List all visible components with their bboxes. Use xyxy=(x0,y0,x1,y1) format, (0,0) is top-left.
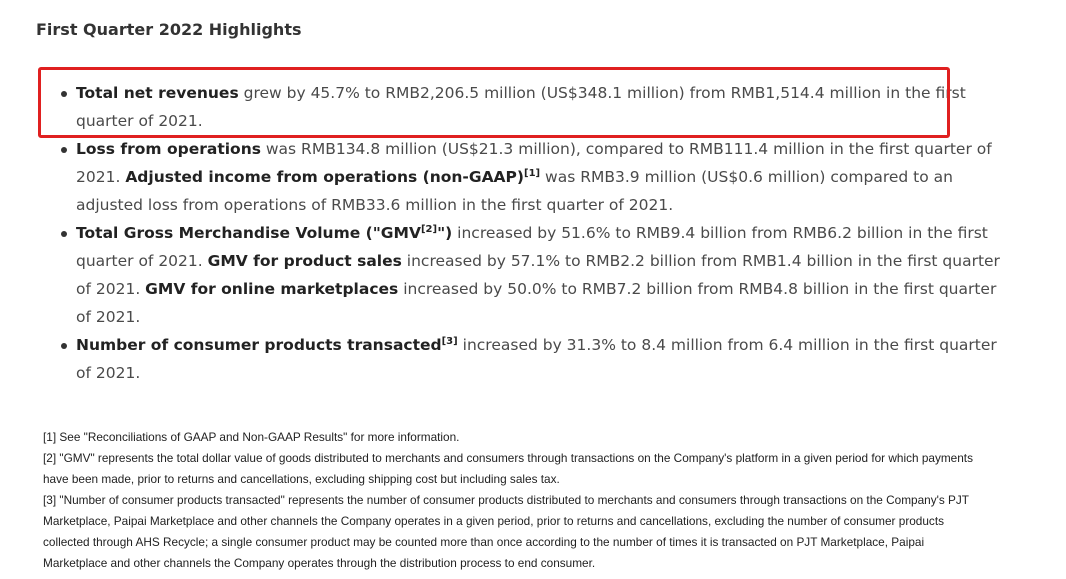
highlight-text: increased by 51.6% to RMB9.4 billion from RMB6.2 billion in the first quarter of 2021. xyxy=(76,224,988,270)
highlight-text: was RMB3.9 million (US$0.6 million) compared to an adjusted loss from operations of RMB33.6 million in the first quarter of 2021. xyxy=(76,168,953,214)
highlight-label: Number of consumer products transacted xyxy=(76,336,442,354)
highlight-text: increased by 57.1% to RMB2.2 billion from RMB1.4 billion in the first quarter of 2021. xyxy=(76,252,1000,298)
highlight-label: Total net revenues xyxy=(76,84,239,102)
highlight-item-consumer-products xyxy=(76,331,1006,387)
highlight-text: increased by 31.3% to 8.4 million from 6.4 million in the first quarter of 2021. xyxy=(76,336,997,382)
highlight-text: increased by 50.0% to RMB7.2 billion from RMB4.8 billion in the first quarter of 2021. xyxy=(76,280,997,326)
highlights-list xyxy=(56,79,1006,387)
page-title: First Quarter 2022 Highlights xyxy=(36,20,302,39)
highlight-item-loss-from-operations xyxy=(76,135,1006,219)
footnote-2: [2] "GMV" represents the total dollar value of goods distributed to merchants and consumers through transactions on the Company's platform in a given period for which payments have been made, prior to returns and cancellations, excluding shipping cost but including sales tax. xyxy=(43,451,973,486)
highlight-item-gmv xyxy=(76,219,1006,331)
highlight-label: Total Gross Merchandise Volume ("GMV xyxy=(76,224,421,242)
highlight-item-net-revenues xyxy=(76,79,1006,135)
footnote-3: [3] "Number of consumer products transacted" represents the number of consumer products distributed to merchants and consumers through transactions on the Company's PJT Marketplace, Paipai Marketplace and other channels the Company operates in a given period, prior to returns and cancellations, excluding the number of consumer products collected through AHS Recycle; a single consumer product may be counted more than once according to the number of times it is transacted on PJT Marketplace, Paipai Marketplace and other channels the Company operates through the distribution process to end consumer. xyxy=(43,493,969,570)
footnote-1: [1] See "Reconciliations of GAAP and Non-GAAP Results" for more information. xyxy=(43,430,460,444)
footnote-ref-1: [1] xyxy=(524,168,541,179)
highlight-text: was RMB134.8 million (US$21.3 million), compared to RMB111.4 million in the first quarter of 2021. xyxy=(76,140,992,186)
highlight-label: GMV for product sales xyxy=(207,252,402,270)
highlight-label: GMV for online marketplaces xyxy=(145,280,399,298)
highlight-label: Loss from operations xyxy=(76,140,261,158)
highlight-label: ") xyxy=(437,224,453,242)
footnote-ref-2: [2] xyxy=(420,224,438,235)
footnotes xyxy=(43,427,983,574)
highlight-label: Adjusted income from operations (non-GAAP) xyxy=(125,168,524,186)
footnote-ref-3: [3] xyxy=(441,336,458,347)
highlight-text: grew by 45.7% to RMB2,206.5 million (US$348.1 million) from RMB1,514.4 million in the first quarter of 2021. xyxy=(76,84,966,130)
